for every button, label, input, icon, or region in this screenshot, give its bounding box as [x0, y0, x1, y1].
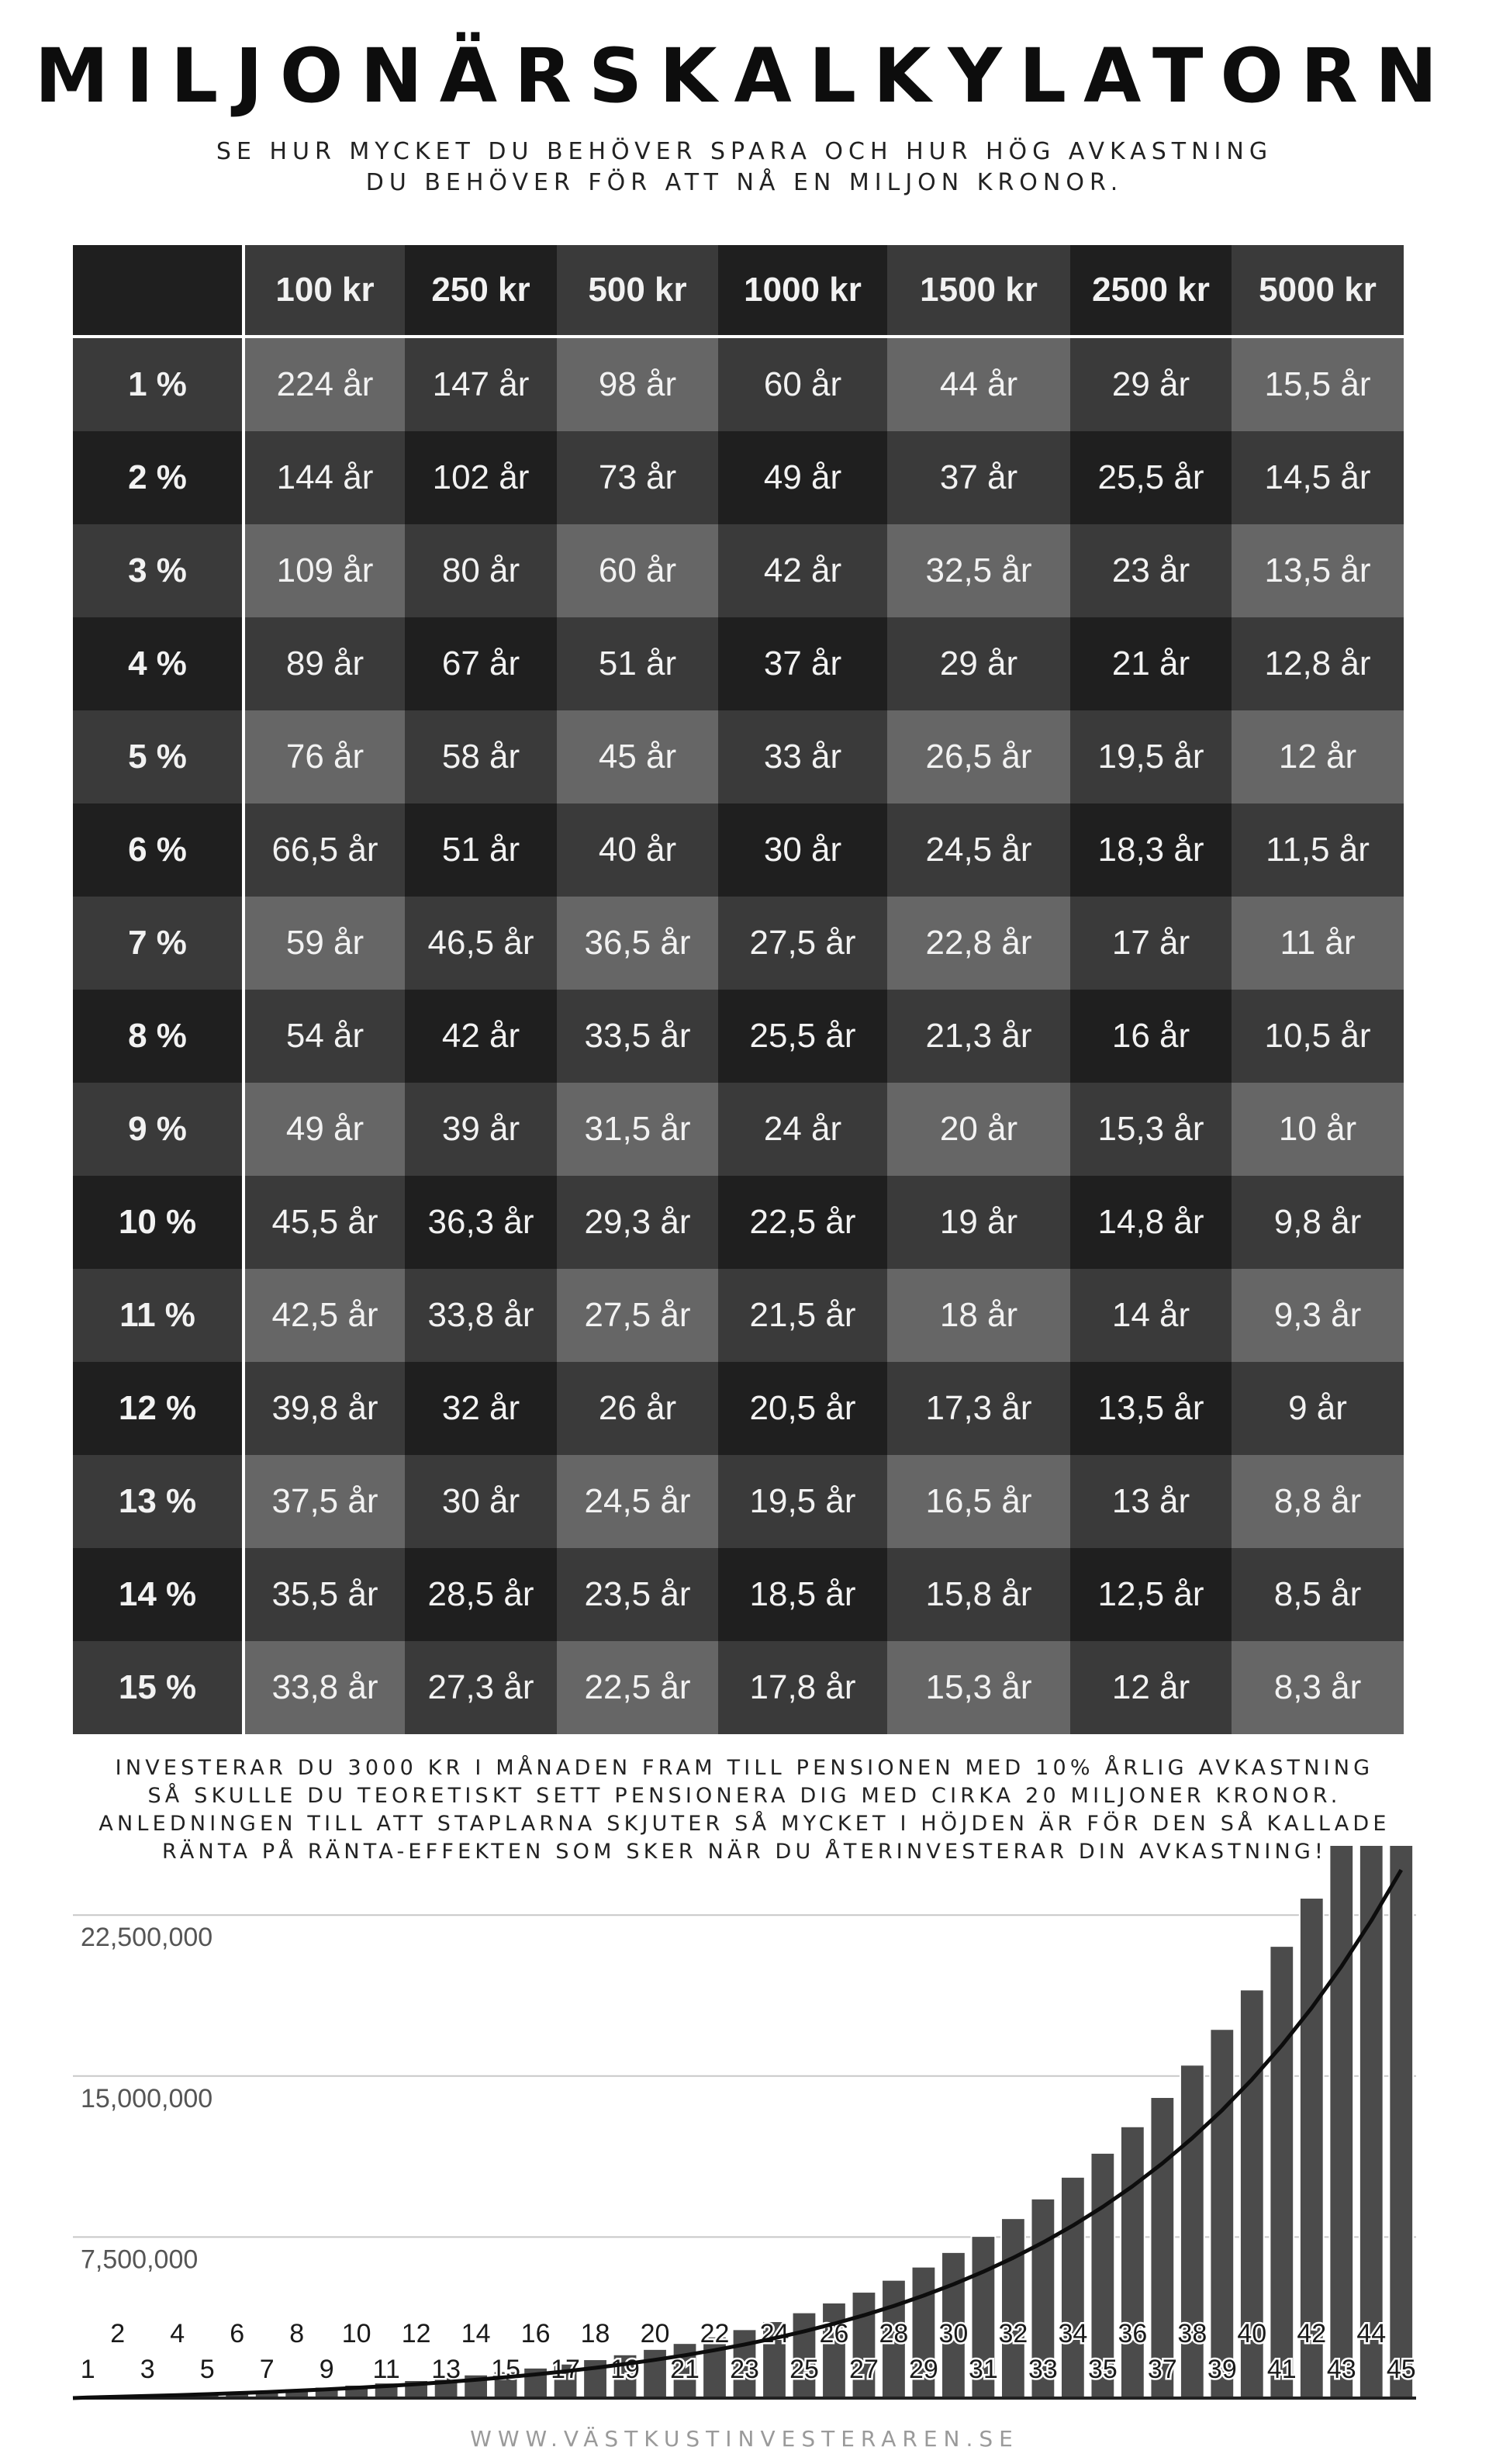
x-tick-label: 28 — [879, 2319, 909, 2348]
x-tick-label: 40 — [1237, 2319, 1267, 2348]
table-row — [73, 897, 1404, 990]
table-cell: 21,3 år — [887, 990, 1070, 1083]
table-cell: 8,8 år — [1232, 1455, 1404, 1548]
table-row — [73, 1641, 1404, 1734]
table-cell: 59 år — [244, 897, 405, 990]
table-cell: 58 år — [405, 710, 557, 803]
table-cell: 12 år — [1070, 1641, 1232, 1734]
bar — [1001, 2218, 1025, 2398]
table-cell: 30 år — [405, 1455, 557, 1548]
table-cell: 28,5 år — [405, 1548, 557, 1641]
table-cell: 24 år — [718, 1083, 887, 1176]
x-tick-label: 10 — [341, 2319, 371, 2348]
table-cell: 36,3 år — [405, 1176, 557, 1269]
table-cell: 25,5 år — [1070, 431, 1232, 524]
x-tick-label: 21 — [670, 2355, 700, 2384]
table-cell: 32 år — [405, 1362, 557, 1455]
table-cell: 29 år — [887, 617, 1070, 710]
x-tick-label: 4 — [170, 2319, 185, 2348]
table-cell: 76 år — [244, 710, 405, 803]
x-tick-label: 39 — [1207, 2355, 1237, 2384]
x-tick-label: 38 — [1177, 2319, 1207, 2348]
table-cell: 20 år — [887, 1083, 1070, 1176]
table-cell: 22,5 år — [557, 1641, 718, 1734]
table-cell: 23,5 år — [557, 1548, 718, 1641]
x-tick-label: 31 — [968, 2355, 998, 2384]
table-cell: 144 år — [244, 431, 405, 524]
table-cell: 14,8 år — [1070, 1176, 1232, 1269]
table-cell: 13,5 år — [1070, 1362, 1232, 1455]
table-cell: 66,5 år — [244, 803, 405, 897]
table-cell: 11 år — [1232, 897, 1404, 990]
table-cell: 33 år — [718, 710, 887, 803]
x-tick-label: 5 — [199, 2355, 215, 2384]
table-cell: 24,5 år — [557, 1455, 718, 1548]
table-cell: 98 år — [557, 337, 718, 431]
table-row — [73, 1176, 1404, 1269]
table-cell: 14 år — [1070, 1269, 1232, 1362]
x-tick-label: 27 — [849, 2355, 879, 2384]
note-line: INVESTERAR DU 3000 KR I MÅNADEN FRAM TILL PENSIONEN MED 10% ÅRLIG AVKASTNING — [115, 1756, 1374, 1780]
column-header: 250 kr — [405, 245, 557, 337]
x-tick-label: 41 — [1266, 2355, 1297, 2384]
table-cell: 80 år — [405, 524, 557, 617]
table-cell: 46,5 år — [405, 897, 557, 990]
table-row — [73, 617, 1404, 710]
table-cell: 23 år — [1070, 524, 1232, 617]
website-footer: WWW.VÄSTKUSTINVESTERAREN.SE — [470, 2426, 1019, 2452]
rate-label: 7 % — [73, 897, 244, 990]
table-cell: 45,5 år — [244, 1176, 405, 1269]
table-row — [73, 1362, 1404, 1455]
x-tick-label: 9 — [319, 2355, 334, 2384]
x-tick-label: 14 — [461, 2319, 491, 2348]
table-cell: 15,8 år — [887, 1548, 1070, 1641]
column-header: 1000 kr — [718, 245, 887, 337]
table-cell: 8,5 år — [1232, 1548, 1404, 1641]
table-cell: 27,3 år — [405, 1641, 557, 1734]
table-cell: 13,5 år — [1232, 524, 1404, 617]
table-corner-cell — [73, 245, 244, 337]
table-cell: 51 år — [557, 617, 718, 710]
page-title: MILJONÄRSKALKYLATORN — [34, 33, 1455, 119]
rate-label: 6 % — [73, 803, 244, 897]
x-tick-label: 43 — [1326, 2355, 1356, 2384]
table-cell: 20,5 år — [718, 1362, 887, 1455]
x-tick-label: 8 — [289, 2319, 305, 2348]
table-cell: 17,3 år — [887, 1362, 1070, 1455]
table-row — [73, 1548, 1404, 1641]
table-cell: 49 år — [718, 431, 887, 524]
table-cell: 33,8 år — [405, 1269, 557, 1362]
table-cell: 9 år — [1232, 1362, 1404, 1455]
growth-bar-chart — [0, 1846, 1489, 2420]
table-cell: 42,5 år — [244, 1269, 405, 1362]
x-tick-label: 30 — [938, 2319, 969, 2348]
column-header: 5000 kr — [1232, 245, 1404, 337]
subtitle-line: DU BEHÖVER FÖR ATT NÅ EN MILJON KRONOR. — [365, 169, 1124, 196]
table-cell: 31,5 år — [557, 1083, 718, 1176]
bar — [1150, 2097, 1174, 2398]
rate-label: 3 % — [73, 524, 244, 617]
x-tick-label: 25 — [789, 2355, 819, 2384]
x-tick-label: 19 — [610, 2355, 640, 2384]
table-row — [73, 524, 1404, 617]
table-cell: 29 år — [1070, 337, 1232, 431]
table-row — [73, 1269, 1404, 1362]
table-cell: 25,5 år — [718, 990, 887, 1083]
table-cell: 19,5 år — [718, 1455, 887, 1548]
table-cell: 54 år — [244, 990, 405, 1083]
table-cell: 67 år — [405, 617, 557, 710]
table-cell: 22,8 år — [887, 897, 1070, 990]
x-tick-label: 7 — [259, 2355, 275, 2384]
table-cell: 15,3 år — [887, 1641, 1070, 1734]
x-tick-label: 36 — [1118, 2319, 1148, 2348]
x-tick-label: 33 — [1028, 2355, 1058, 2384]
table-cell: 39,8 år — [244, 1362, 405, 1455]
table-cell: 35,5 år — [244, 1548, 405, 1641]
table-cell: 16 år — [1070, 990, 1232, 1083]
table-row — [73, 803, 1404, 897]
table-cell: 60 år — [557, 524, 718, 617]
x-tick-label: 23 — [730, 2355, 759, 2384]
rate-label: 13 % — [73, 1455, 244, 1548]
x-tick-label: 18 — [580, 2319, 610, 2348]
table-cell: 15,3 år — [1070, 1083, 1232, 1176]
table-cell: 73 år — [557, 431, 718, 524]
table-cell: 24,5 år — [887, 803, 1070, 897]
rate-label: 14 % — [73, 1548, 244, 1641]
table-cell: 147 år — [405, 337, 557, 431]
table-cell: 19 år — [887, 1176, 1070, 1269]
x-tick-label: 20 — [640, 2319, 670, 2348]
table-cell: 33,8 år — [244, 1641, 405, 1734]
table-cell: 32,5 år — [887, 524, 1070, 617]
table-cell: 17 år — [1070, 897, 1232, 990]
rate-label: 5 % — [73, 710, 244, 803]
table-cell: 18,5 år — [718, 1548, 887, 1641]
table-cell: 22,5 år — [718, 1176, 887, 1269]
table-cell: 109 år — [244, 524, 405, 617]
rate-label: 2 % — [73, 431, 244, 524]
x-tick-label: 42 — [1297, 2319, 1327, 2348]
table-cell: 12 år — [1232, 710, 1404, 803]
table-cell: 12,5 år — [1070, 1548, 1232, 1641]
table-cell: 18,3 år — [1070, 803, 1232, 897]
rate-label: 4 % — [73, 617, 244, 710]
table-cell: 18 år — [887, 1269, 1070, 1362]
x-tick-label: 15 — [491, 2355, 521, 2384]
rate-label: 11 % — [73, 1269, 244, 1362]
rate-label: 8 % — [73, 990, 244, 1083]
x-tick-label: 17 — [551, 2355, 580, 2384]
y-tick-label: 7,500,000 — [81, 2245, 199, 2275]
x-tick-label: 26 — [819, 2319, 849, 2348]
table-cell: 49 år — [244, 1083, 405, 1176]
rate-label: 15 % — [73, 1641, 244, 1734]
x-tick-label: 32 — [998, 2319, 1028, 2348]
table-cell: 60 år — [718, 337, 887, 431]
table-cell: 14,5 år — [1232, 431, 1404, 524]
table-cell: 9,8 år — [1232, 1176, 1404, 1269]
x-tick-label: 6 — [230, 2319, 245, 2348]
table-cell: 26 år — [557, 1362, 718, 1455]
column-header: 1500 kr — [887, 245, 1070, 337]
x-tick-label: 13 — [431, 2355, 461, 2384]
table-cell: 29,3 år — [557, 1176, 718, 1269]
x-tick-label: 45 — [1386, 2355, 1416, 2384]
note-line: ANLEDNINGEN TILL ATT STAPLARNA SKJUTER SÅ MYCKET I HÖJDEN ÄR FÖR DEN SÅ KALLADE — [98, 1812, 1391, 1836]
table-row — [73, 1455, 1404, 1548]
table-cell: 36,5 år — [557, 897, 718, 990]
rate-label: 12 % — [73, 1362, 244, 1455]
table-cell: 102 år — [405, 431, 557, 524]
x-tick-label: 1 — [80, 2355, 95, 2384]
note-line: SÅ SKULLE DU TEORETISKT SETT PENSIONERA DIG MED CIRKA 20 MILJONER KRONOR. — [147, 1784, 1342, 1808]
table-row — [73, 1083, 1404, 1176]
x-tick-label: 29 — [909, 2355, 938, 2384]
table-cell: 11,5 år — [1232, 803, 1404, 897]
table-cell: 21,5 år — [718, 1269, 887, 1362]
table-cell: 21 år — [1070, 617, 1232, 710]
rate-label: 9 % — [73, 1083, 244, 1176]
table-cell: 37 år — [718, 617, 887, 710]
x-tick-label: 12 — [401, 2319, 431, 2348]
table-cell: 27,5 år — [557, 1269, 718, 1362]
table-header-row — [73, 245, 1404, 337]
table-cell: 42 år — [405, 990, 557, 1083]
x-tick-label: 35 — [1087, 2355, 1118, 2384]
x-tick-label: 24 — [759, 2319, 789, 2348]
table-cell: 16,5 år — [887, 1455, 1070, 1548]
table-cell: 89 år — [244, 617, 405, 710]
bar — [1329, 1846, 1353, 2398]
x-tick-label: 11 — [372, 2355, 400, 2384]
table-cell: 33,5 år — [557, 990, 718, 1083]
bar — [1121, 2127, 1145, 2398]
page-subtitle — [0, 137, 1489, 199]
table-cell: 19,5 år — [1070, 710, 1232, 803]
table-cell: 44 år — [887, 337, 1070, 431]
x-tick-label: 22 — [700, 2319, 730, 2348]
y-tick-label: 15,000,000 — [81, 2083, 213, 2113]
table-cell: 42 år — [718, 524, 887, 617]
table-row — [73, 990, 1404, 1083]
x-tick-label: 16 — [520, 2319, 551, 2348]
table-cell: 224 år — [244, 337, 405, 431]
table-cell: 17,8 år — [718, 1641, 887, 1734]
bar — [1061, 2177, 1085, 2398]
x-tick-label: 34 — [1058, 2319, 1088, 2348]
table-cell: 37 år — [887, 431, 1070, 524]
table-cell: 26,5 år — [887, 710, 1070, 803]
table-cell: 10,5 år — [1232, 990, 1404, 1083]
column-header: 500 kr — [557, 245, 718, 337]
x-tick-label: 44 — [1356, 2319, 1387, 2348]
note-line: RÄNTA PÅ RÄNTA-EFFEKTEN SOM SKER NÄR DU ÅTERINVESTERAR DIN AVKASTNING! — [161, 1840, 1328, 1864]
table-cell: 9,3 år — [1232, 1269, 1404, 1362]
table-cell: 30 år — [718, 803, 887, 897]
bar — [1359, 1846, 1384, 2398]
table-row — [73, 431, 1404, 524]
bar — [1210, 2029, 1234, 2398]
y-tick-label: 22,500,000 — [81, 1923, 213, 1953]
column-header: 2500 kr — [1070, 245, 1232, 337]
table-cell: 39 år — [405, 1083, 557, 1176]
table-body — [73, 337, 1404, 1734]
bar — [1389, 1846, 1413, 2398]
savings-table — [73, 245, 1404, 1734]
table-cell: 10 år — [1232, 1083, 1404, 1176]
table-cell: 12,8 år — [1232, 617, 1404, 710]
table-cell: 37,5 år — [244, 1455, 405, 1548]
table-cell: 51 år — [405, 803, 557, 897]
x-tick-label: 37 — [1147, 2355, 1177, 2384]
table-cell: 8,3 år — [1232, 1641, 1404, 1734]
table-cell: 15,5 år — [1232, 337, 1404, 431]
table-cell: 40 år — [557, 803, 718, 897]
x-tick-label: 3 — [140, 2355, 155, 2384]
table-cell: 45 år — [557, 710, 718, 803]
table-cell: 13 år — [1070, 1455, 1232, 1548]
x-tick-label: 2 — [110, 2319, 126, 2348]
rate-label: 10 % — [73, 1176, 244, 1269]
rate-label: 1 % — [73, 337, 244, 431]
bar — [1270, 1946, 1294, 2398]
table-cell: 27,5 år — [718, 897, 887, 990]
table-row — [73, 710, 1404, 803]
subtitle-line: SE HUR MYCKET DU BEHÖVER SPARA OCH HUR HÖG AVKASTNING — [216, 138, 1273, 165]
bar — [643, 2349, 667, 2398]
bar — [822, 2303, 846, 2398]
column-header: 100 kr — [244, 245, 405, 337]
table-row — [73, 337, 1404, 431]
